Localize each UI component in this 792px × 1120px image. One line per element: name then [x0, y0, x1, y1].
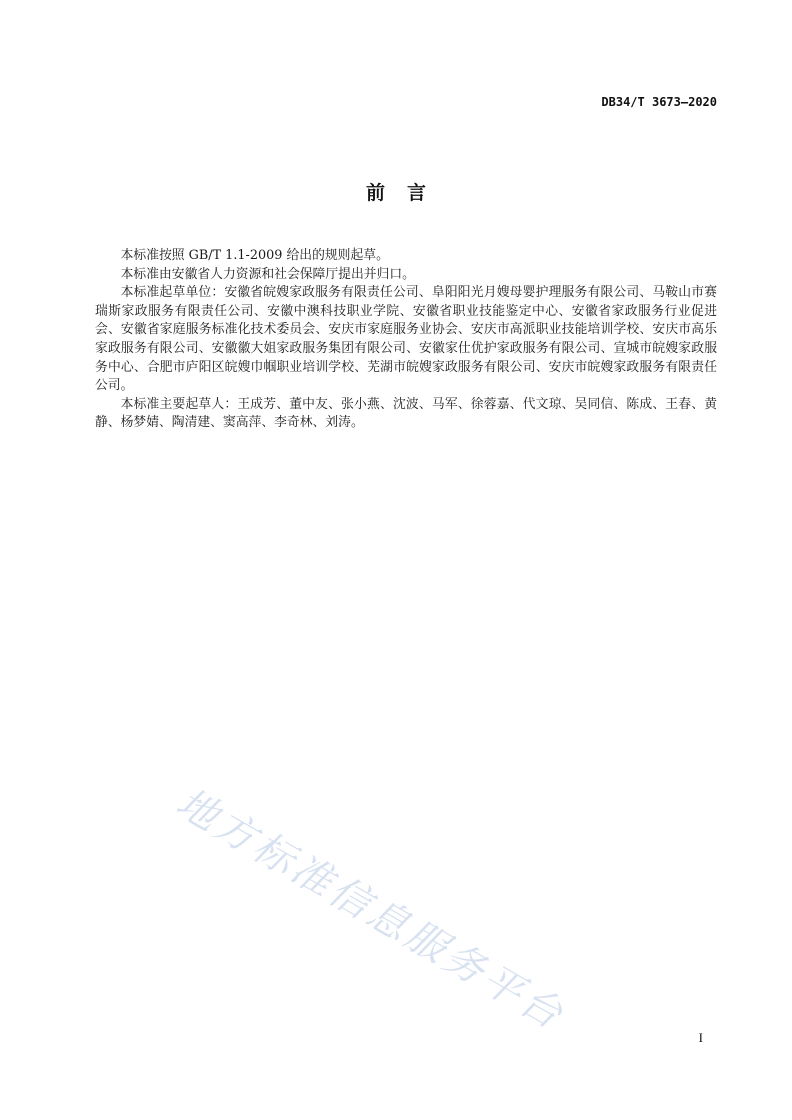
watermark: 地方标准信息服务平台 [168, 779, 573, 1040]
paragraph-drafting-units: 本标准起草单位：安徽省皖嫂家政服务有限责任公司、阜阳阳光月嫂母婴护理服务有限公司、马鞍山市赛瑞斯家政服务有限责任公司、安徽中澳科技职业学院、安徽省职业技能鉴定中心、安徽省家政服务行业促进会、安徽省家庭服务标准化技术委员会、安庆市家庭服务业协会、安庆市高派职业技能培训学校、安庆市高乐家政服务有限公司、安徽徽大姐家政服务集团有限公司、安徽家仕优护家政服务有限公司、宣城市皖嫂家政服务中心、合肥市庐阳区皖嫂巾帼职业培训学校、芜湖市皖嫂家政服务有限公司、安庆市皖嫂家政服务有限责任公司。 [95, 285, 717, 394]
paragraph-proposer: 本标准由安徽省人力资源和社会保障厅提出并归口。 [120, 266, 415, 282]
page-number: I [698, 1030, 703, 1045]
document-code: DB34/T 3673—2020 [601, 95, 717, 109]
paragraph-main-drafters: 本标准主要起草人：王成芳、董中友、张小燕、沈波、马军、徐蓉嘉、代文琼、吴同信、陈成、王春、黄静、杨梦婧、陶清建、窦高萍、李奇林、刘涛。 [95, 396, 717, 431]
page-title: 前言 [365, 182, 448, 204]
paragraph-drafting-rules: 本标准按照 GB/T 1.1-2009 给出的规则起草。 [120, 248, 389, 263]
foreword-body [95, 247, 717, 433]
